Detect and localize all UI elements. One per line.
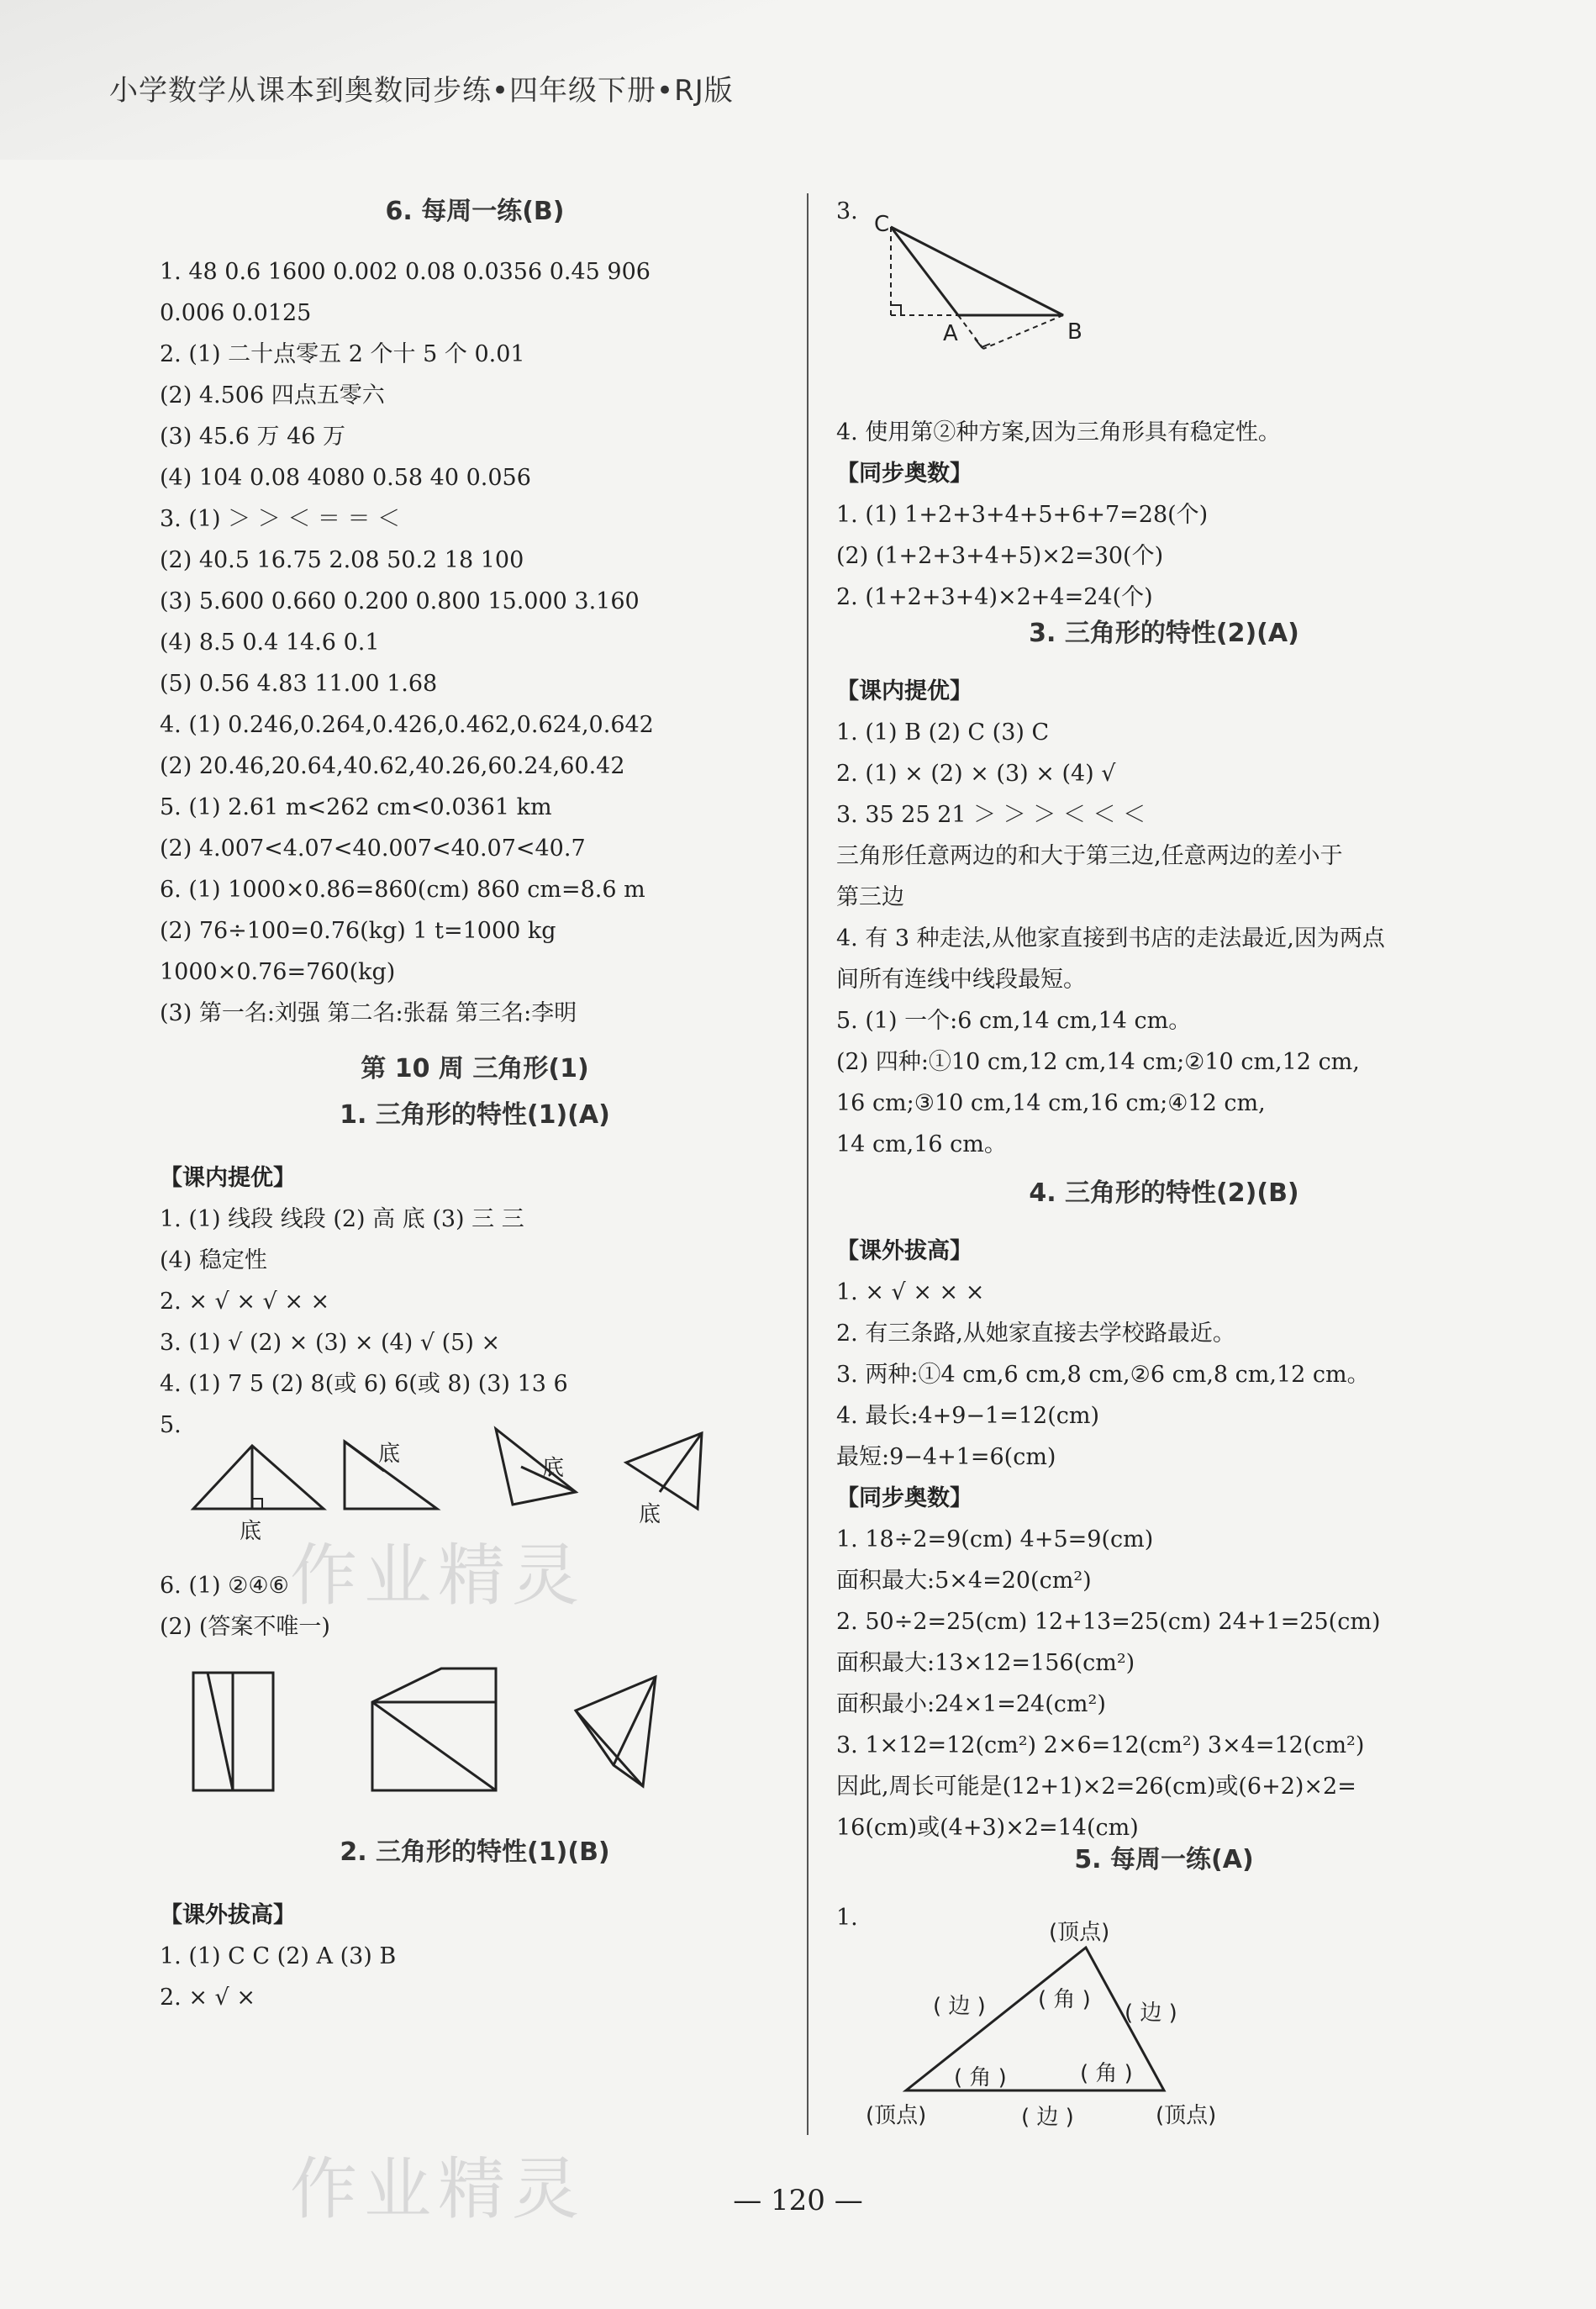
right-line-5: 2. (1+2+3+4)×2+4=24(个) [836, 584, 1153, 610]
left-line-18: 1000×0.76=760(kg) [160, 959, 396, 985]
left-line-10: (4) 8.5 0.4 14.6 0.1 [160, 630, 380, 656]
base-label-4: 底 [639, 1502, 661, 1527]
right-line-36: 1. [836, 1905, 858, 1931]
right-line-4: (2) (1+2+3+4+5)×2=30(个) [836, 543, 1164, 569]
right-line-31: 面积最小:24×1=24(cm²) [836, 1691, 1106, 1717]
right-line-22: 2. 有三条路,从她家直接去学校路最近。 [836, 1321, 1235, 1347]
left-line-31: 2. 三角形的特性(1)(B) [340, 1837, 610, 1867]
page-number: — 120 — [733, 2184, 863, 2217]
left-line-30: (2) (答案不唯一) [160, 1614, 330, 1640]
left-line-14: 5. (1) 2.61 m<262 cm<0.0361 km [160, 794, 552, 820]
right-line-34: 16(cm)或(4+3)×2=14(cm) [836, 1815, 1139, 1841]
right-line-6: 3. 三角形的特性(2)(A) [1029, 619, 1299, 648]
right-line-21: 1. × √ × × × [836, 1279, 985, 1305]
right-line-30: 面积最大:13×12=156(cm²) [836, 1650, 1135, 1676]
left-line-29: 6. (1) ②④⑥ [160, 1573, 289, 1599]
left-line-19: (3) 第一名:刘强 第二名:张磊 第三名:李明 [160, 1000, 577, 1026]
bottom-edge-label: ( 边 ) [1021, 2105, 1074, 2130]
left-line-33: 1. (1) C C (2) A (3) B [160, 1943, 397, 1969]
right-line-20: 【课外拔高】 [836, 1238, 972, 1264]
right-line-2: 【同步奥数】 [836, 461, 972, 487]
left-line-12: 4. (1) 0.246,0.264,0.426,0.462,0.624,0.642 [160, 712, 654, 738]
left-line-34: 2. × √ × [160, 1985, 255, 2011]
left-line-27: 4. (1) 7 5 (2) 8(或 6) 6(或 8) (3) 13 6 [160, 1371, 568, 1397]
right-line-18: 14 cm,16 cm。 [836, 1131, 1007, 1157]
right-line-32: 3. 1×12=12(cm²) 2×6=12(cm²) 3×4=12(cm²) [836, 1732, 1365, 1758]
right-line-10: 3. 35 25 21 ＞ ＞ ＞ ＜ ＜ ＜ [836, 802, 1146, 828]
left-line-7: 3. (1) ＞ ＞ ＜ ＝ ＝ ＜ [160, 506, 401, 532]
right-line-29: 2. 50÷2=25(cm) 12+13=25(cm) 24+1=25(cm) [836, 1609, 1381, 1635]
right-line-8: 1. (1) B (2) C (3) C [836, 720, 1050, 746]
right-line-33: 因此,周长可能是(12+1)×2=26(cm)或(6+2)×2= [836, 1774, 1356, 1800]
pentagon-divided [372, 1668, 496, 1790]
page-header: 小学数学从课本到奥数同步练•四年级下册•RJ版 [109, 74, 734, 108]
left-vertex-label: (顶点) [866, 2103, 927, 2128]
right-line-14: 间所有连线中线段最短。 [836, 967, 1086, 993]
base-label-1: 底 [240, 1519, 262, 1544]
right-line-35: 5. 每周一练(A) [1074, 1845, 1254, 1874]
label-A: A [943, 321, 958, 346]
right-line-23: 3. 两种:①4 cm,6 cm,8 cm,②6 cm,8 cm,12 cm。 [836, 1362, 1370, 1388]
left-line-13: (2) 20.46,20.64,40.62,40.26,60.24,60.42 [160, 753, 625, 779]
left-line-8: (2) 40.5 16.75 2.08 50.2 18 100 [160, 547, 524, 573]
q3-triangle-figure [874, 214, 1093, 357]
right-line-27: 1. 18÷2=9(cm) 4+5=9(cm) [836, 1526, 1154, 1553]
left-line-0: 6. 每周一练(B) [385, 197, 565, 226]
right-line-16: (2) 四种:①10 cm,12 cm,14 cm;②10 cm,12 cm, [836, 1049, 1360, 1075]
right-line-0: 3. [836, 198, 858, 224]
right-line-15: 5. (1) 一个:6 cm,14 cm,14 cm。 [836, 1008, 1192, 1034]
left-line-2: 0.006 0.0125 [160, 300, 312, 326]
right-line-13: 4. 有 3 种走法,从他家直接到书店的走法最近,因为两点 [836, 925, 1385, 952]
top-angle-label: ( 角 ) [1038, 1987, 1091, 2012]
left-line-32: 【课外拔高】 [160, 1902, 296, 1928]
right-edge-label: ( 边 ) [1125, 2001, 1177, 2026]
left-line-17: (2) 76÷100=0.76(kg) 1 t=1000 kg [160, 918, 556, 944]
left-line-21: 1. 三角形的特性(1)(A) [340, 1100, 610, 1130]
left-line-23: 1. (1) 线段 线段 (2) 高 底 (3) 三 三 [160, 1206, 524, 1232]
left-line-3: 2. (1) 二十点零五 2 个十 5 个 0.01 [160, 341, 525, 367]
left-line-11: (5) 0.56 4.83 11.00 1.68 [160, 671, 438, 697]
base-label-2: 底 [378, 1442, 401, 1467]
right-line-17: 16 cm;③10 cm,14 cm,16 cm;④12 cm, [836, 1090, 1266, 1116]
left-line-6: (4) 104 0.08 4080 0.58 40 0.056 [160, 465, 531, 491]
right-line-25: 最短:9−4+1=6(cm) [836, 1444, 1056, 1470]
left-line-1: 1. 48 0.6 1600 0.002 0.08 0.0356 0.45 906 [160, 259, 651, 285]
quadrilateral-divided [576, 1677, 656, 1786]
left-line-5: (3) 45.6 万 46 万 [160, 424, 346, 450]
base-label-3: 底 [542, 1456, 565, 1481]
label-C: C [874, 212, 890, 237]
left-line-15: (2) 4.007<4.07<40.007<40.07<40.7 [160, 836, 586, 862]
rectangle-divided [193, 1673, 273, 1790]
left-line-4: (2) 4.506 四点五零六 [160, 382, 385, 409]
weekly-triangle-figure [866, 1912, 1252, 2139]
right-angle-label: ( 角 ) [1080, 2061, 1133, 2086]
left-line-28: 5. [160, 1412, 182, 1438]
triangle-4 [626, 1433, 702, 1509]
right-line-1: 4. 使用第②种方案,因为三角形具有稳定性。 [836, 419, 1281, 445]
left-line-22: 【课内提优】 [160, 1165, 296, 1191]
watermark-2: 作业精灵 [290, 2150, 586, 2228]
left-line-24: (4) 稳定性 [160, 1247, 267, 1273]
right-line-26: 【同步奥数】 [836, 1485, 972, 1511]
left-line-25: 2. × √ × √ × × [160, 1289, 330, 1315]
left-line-16: 6. (1) 1000×0.86=860(cm) 860 cm=8.6 m [160, 877, 645, 903]
top-vertex-label: (顶点) [1049, 1920, 1110, 1945]
right-line-7: 【课内提优】 [836, 678, 972, 704]
right-line-9: 2. (1) × (2) × (3) × (4) √ [836, 761, 1116, 787]
triangle-1 [193, 1446, 324, 1509]
right-line-11: 三角形任意两边的和大于第三边,任意两边的差小于 [836, 843, 1343, 869]
column-divider [807, 193, 809, 2135]
watermark-1: 作业精灵 [290, 1537, 586, 1615]
left-line-26: 3. (1) √ (2) × (3) × (4) √ (5) × [160, 1330, 501, 1356]
right-line-24: 4. 最长:4+9−1=12(cm) [836, 1403, 1099, 1429]
right-line-28: 面积最大:5×4=20(cm²) [836, 1568, 1092, 1594]
left-line-9: (3) 5.600 0.660 0.200 0.800 15.000 3.160 [160, 588, 640, 614]
right-line-19: 4. 三角形的特性(2)(B) [1029, 1178, 1299, 1208]
q6-shapes-figure [189, 1668, 727, 1795]
right-line-3: 1. (1) 1+2+3+4+5+6+7=28(个) [836, 502, 1209, 528]
left-edge-label: ( 边 ) [933, 1994, 986, 2019]
right-line-12: 第三边 [836, 884, 904, 910]
label-B: B [1067, 319, 1082, 345]
left-line-20: 第 10 周 三角形(1) [361, 1054, 589, 1083]
right-vertex-label: (顶点) [1156, 2103, 1217, 2128]
left-angle-label: ( 角 ) [954, 2065, 1007, 2090]
